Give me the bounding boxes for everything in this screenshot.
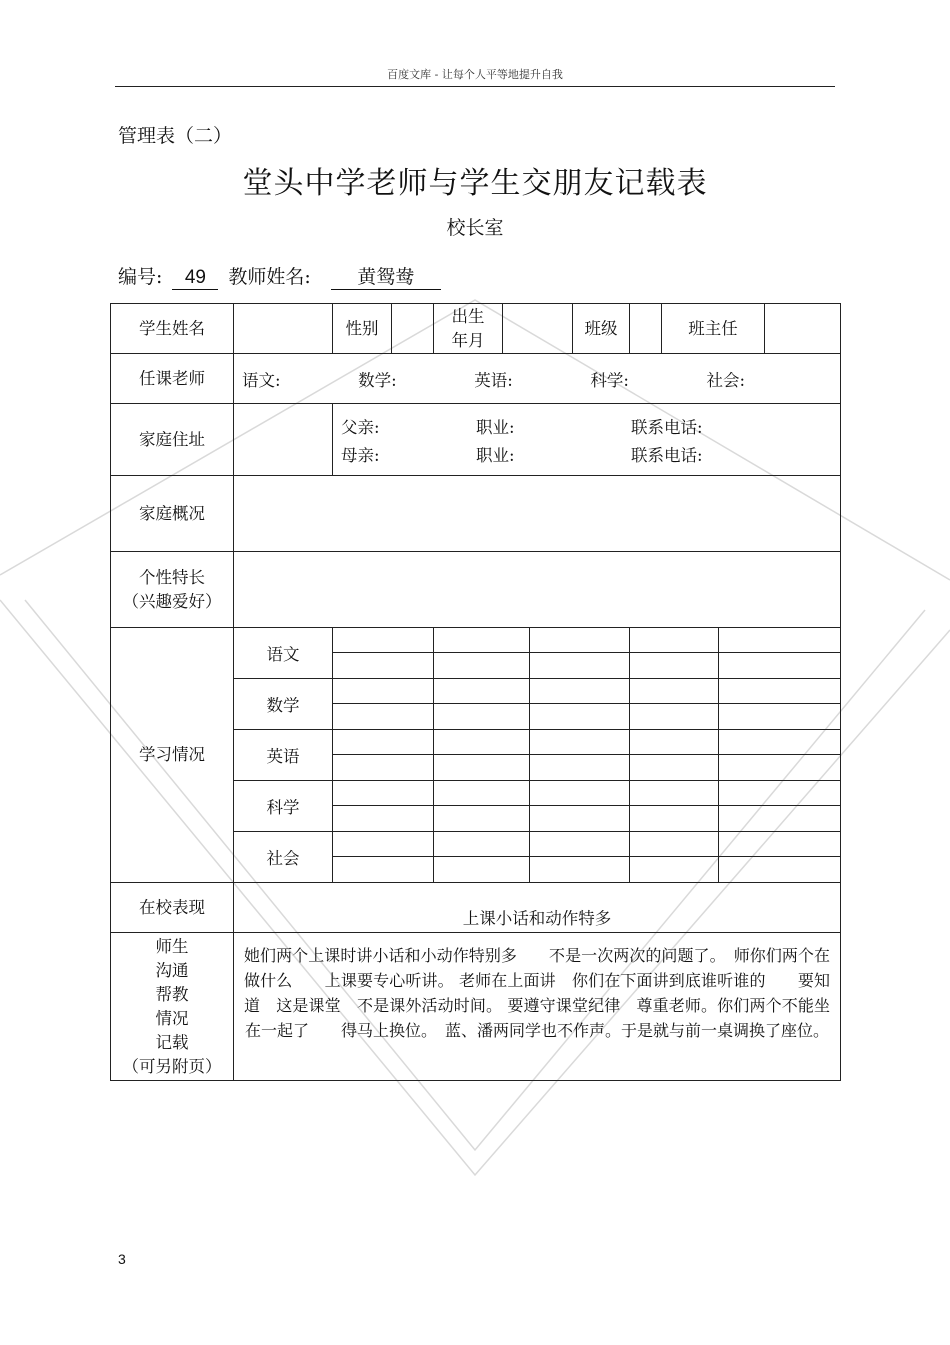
- score-cell: [333, 704, 434, 730]
- score-cell: [719, 857, 841, 883]
- head-teacher-cell: [765, 304, 841, 354]
- birth-label-line-2: 年月: [451, 330, 485, 350]
- score-cell: [434, 730, 530, 755]
- score-cell: [719, 832, 841, 857]
- score-cell: [630, 653, 719, 679]
- talent-label: [111, 552, 234, 628]
- score-cell: [434, 857, 530, 883]
- score-cell: [530, 806, 630, 832]
- comm-label-line-5: 记载: [155, 1032, 189, 1052]
- parents-cell: [333, 404, 841, 476]
- score-cell: [630, 781, 719, 806]
- father-job-label: 职业:: [476, 417, 515, 437]
- performance-text: 上课小话和动作特多: [234, 883, 841, 933]
- gender-label: 性别: [333, 304, 392, 354]
- study-subject-math: 数学: [234, 679, 333, 730]
- mother-label: 母亲:: [341, 445, 380, 465]
- head-teacher-label: 班主任: [662, 304, 765, 354]
- comm-label-line-2: 沟通: [155, 960, 189, 980]
- math-teacher-label: 数学:: [358, 370, 397, 390]
- score-cell: [719, 730, 841, 755]
- talent-row: [111, 552, 841, 628]
- score-cell: [530, 679, 630, 704]
- talent-cell: [234, 552, 841, 628]
- student-info-row: [111, 304, 841, 354]
- score-cell: [719, 755, 841, 781]
- family-label: 家庭概况: [111, 476, 234, 552]
- birth-cell: [503, 304, 573, 354]
- address-cell: [234, 404, 333, 476]
- record-table: [110, 303, 841, 1081]
- science-teacher-label: 科学:: [590, 370, 629, 390]
- score-cell: [630, 704, 719, 730]
- score-cell: [434, 806, 530, 832]
- score-cell: [530, 781, 630, 806]
- study-subject-english: 英语: [234, 730, 333, 781]
- score-cell: [333, 857, 434, 883]
- comm-label-line-4: 情况: [155, 1008, 189, 1028]
- birth-label-line-1: 出生: [451, 306, 485, 326]
- score-cell: [333, 730, 434, 755]
- issuing-office: 校长室: [446, 217, 504, 239]
- address-label: 家庭住址: [111, 404, 234, 476]
- english-teacher-label: 英语:: [474, 370, 513, 390]
- teacher-name-value: 黄鸳鸯: [331, 262, 441, 290]
- score-cell: [333, 806, 434, 832]
- score-cell: [434, 781, 530, 806]
- study-subject-chinese: 语文: [234, 628, 333, 679]
- score-cell: [530, 653, 630, 679]
- score-cell: [630, 857, 719, 883]
- subject-teachers-cell: [234, 354, 841, 404]
- score-cell: [333, 832, 434, 857]
- subject-teachers-label: 任课老师: [111, 354, 234, 404]
- family-cell: [234, 476, 841, 552]
- communication-row: [111, 933, 841, 1081]
- score-cell: [530, 755, 630, 781]
- comm-label-line-1: 师生: [155, 936, 189, 956]
- chinese-teacher-label: 语文:: [242, 370, 281, 390]
- performance-label: 在校表现: [111, 883, 234, 933]
- score-cell: [434, 653, 530, 679]
- score-cell: [630, 730, 719, 755]
- communication-label: [111, 933, 234, 1081]
- score-cell: [530, 832, 630, 857]
- family-row: [111, 476, 841, 552]
- study-row: [111, 628, 841, 653]
- birth-label: [434, 304, 503, 354]
- score-cell: [719, 704, 841, 730]
- comm-label-line-6: （可另附页）: [122, 1056, 222, 1076]
- number-value: 49: [172, 267, 218, 290]
- form-subtitle: 管理表（二）: [118, 125, 233, 147]
- score-cell: [719, 806, 841, 832]
- talent-label-line-1: 个性特长: [139, 567, 205, 587]
- page-header: 百度文库 - 让每个人平等地提升自我: [387, 68, 563, 81]
- study-label: 学习情况: [111, 628, 234, 883]
- communication-text: 她们两个上课时讲小话和小动作特别多 不是一次两次的问题了。 师你们两个在做什么 上课要专心听讲。 老师在上面讲 你们在下面讲到底谁听谁的 要知道 这是课堂 不是课外活动时间。 要遵守课堂纪律 尊重老师。你们两个不能坐在一起了 得马上换位。 蓝、潘两同学也不作声。于是就与前一桌调换了座位。: [234, 933, 841, 1081]
- gender-cell: [392, 304, 434, 354]
- score-cell: [719, 679, 841, 704]
- score-cell: [434, 832, 530, 857]
- student-name-cell: [234, 304, 333, 354]
- student-name-label: 学生姓名: [111, 304, 234, 354]
- address-row: [111, 404, 841, 476]
- score-cell: [333, 755, 434, 781]
- subject-teachers-row: [111, 354, 841, 404]
- score-cell: [630, 806, 719, 832]
- score-cell: [530, 857, 630, 883]
- score-cell: [719, 653, 841, 679]
- study-subject-social: 社会: [234, 832, 333, 883]
- study-subject-science: 科学: [234, 781, 333, 832]
- score-cell: [333, 781, 434, 806]
- comm-label-line-3: 帮教: [155, 984, 189, 1004]
- score-cell: [530, 628, 630, 653]
- score-cell: [333, 628, 434, 653]
- class-label: 班级: [573, 304, 630, 354]
- mother-job-label: 职业:: [476, 445, 515, 465]
- score-cell: [333, 679, 434, 704]
- score-cell: [530, 730, 630, 755]
- score-cell: [530, 704, 630, 730]
- score-cell: [630, 628, 719, 653]
- score-cell: [719, 628, 841, 653]
- performance-row: [111, 883, 841, 933]
- score-cell: [333, 653, 434, 679]
- form-info-line: [118, 262, 441, 290]
- score-cell: [630, 679, 719, 704]
- talent-label-line-2: （兴趣爱好）: [122, 591, 222, 611]
- score-cell: [719, 781, 841, 806]
- header-rule: [115, 86, 835, 87]
- father-label: 父亲:: [341, 417, 380, 437]
- score-cell: [630, 755, 719, 781]
- form-title: 堂头中学老师与学生交朋友记载表: [242, 166, 708, 201]
- score-cell: [434, 755, 530, 781]
- score-cell: [434, 704, 530, 730]
- score-cell: [630, 832, 719, 857]
- score-cell: [434, 679, 530, 704]
- score-cell: [434, 628, 530, 653]
- page-number: 3: [118, 1251, 126, 1267]
- teacher-name-label: 教师姓名:: [228, 266, 311, 288]
- father-phone-label: 联系电话:: [631, 417, 703, 437]
- class-cell: [630, 304, 662, 354]
- mother-phone-label: 联系电话:: [631, 445, 703, 465]
- number-label: 编号:: [118, 266, 163, 288]
- social-teacher-label: 社会:: [706, 370, 745, 390]
